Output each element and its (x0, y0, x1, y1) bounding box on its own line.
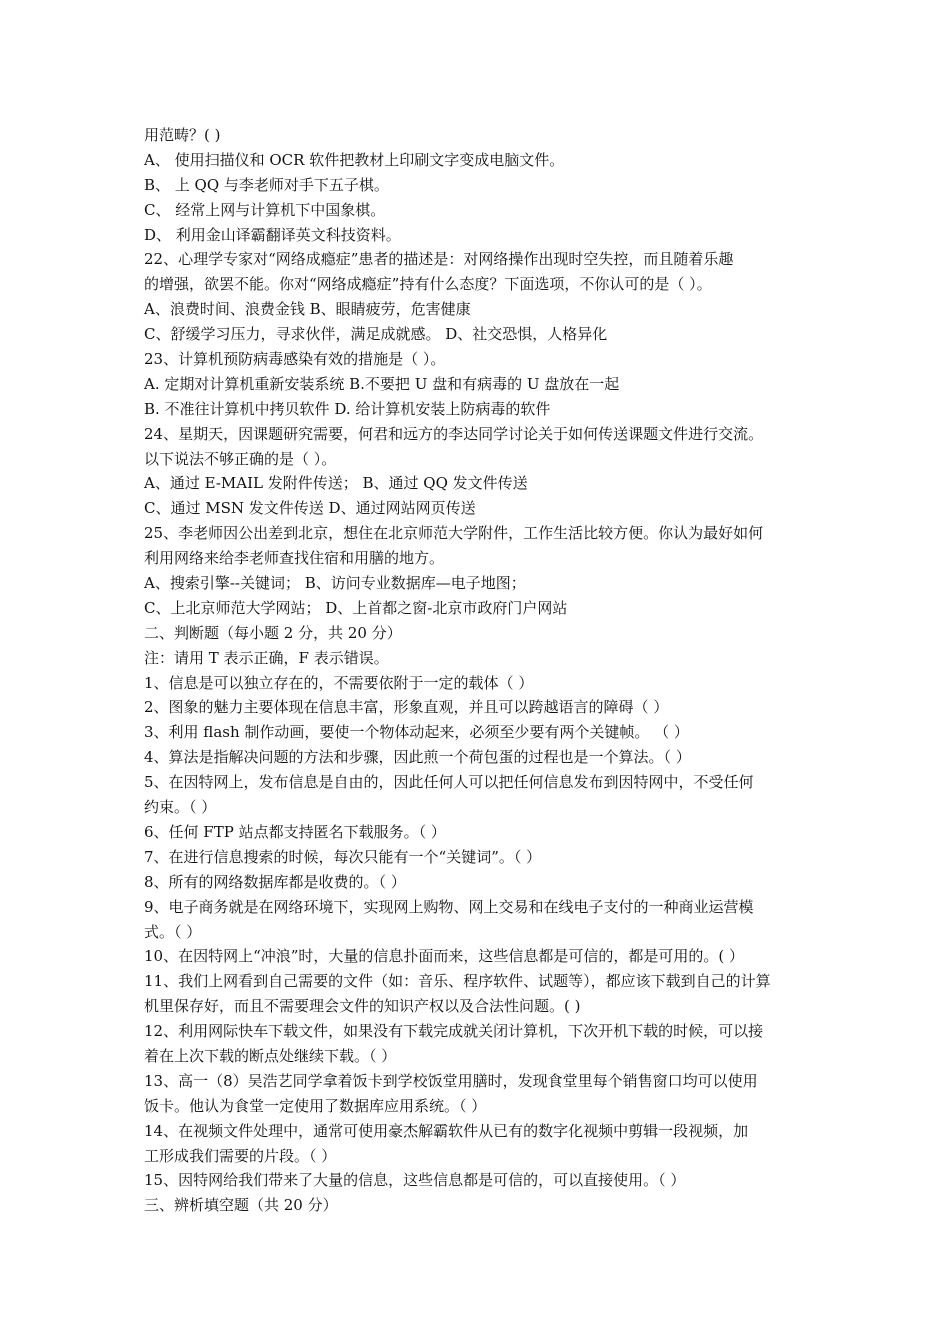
option-line: B. 不准往计算机中拷贝软件 D. 给计算机安装上防病毒的软件 (144, 399, 551, 418)
text-line: 工形成我们需要的片段。（ ） (144, 1146, 337, 1165)
option-line: B、 上 QQ 与李老师对手下五子棋。 (144, 175, 389, 194)
option-line: D、 利用金山译霸翻译英文科技资料。 (144, 225, 401, 244)
option-line: C、舒缓学习压力，寻求伙伴，满足成就感。 D、社交恐惧，人格异化 (144, 325, 608, 344)
judge-item: 9、电子商务就是在网络环境下，实现网上购物、网上交易和在线电子支付的一种商业运营模 (144, 897, 754, 916)
option-line: A. 定期对计算机重新安装系统 B.不要把 U 盘和有病毒的 U 盘放在一起 (144, 374, 620, 393)
judge-item: 5、在因特网上，发布信息是自由的，因此任何人可以把任何信息发布到因特网中，不受任何 (144, 773, 754, 792)
document-page (144, 123, 810, 1218)
option-line: C、上北京师范大学网站； D、上首都之窗-北京市政府门户网站 (144, 598, 568, 617)
section-heading: 三、辨析填空题（共 20 分） (144, 1196, 338, 1215)
note-line: 注：请用 T 表示正确，F 表示错误。 (144, 648, 389, 667)
text-line: 饭卡。他认为食堂一定使用了数据库应用系统。（ ） (144, 1096, 487, 1115)
option-line: A、浪费时间、浪费金钱 B、眼睛疲劳，危害健康 (144, 300, 471, 319)
option-line: C、 经常上网与计算机下中国象棋。 (144, 200, 386, 219)
question-24: 24、星期天，因课题研究需要，何君和远方的李达同学讨论关于如何传送课题文件进行交流。 (144, 424, 764, 443)
section-heading: 二、判断题（每小题 2 分，共 20 分） (144, 623, 402, 642)
judge-item: 3、利用 flash 制作动画，要使一个物体动起来，必须至少要有两个关键帧。 （ ） (144, 723, 689, 742)
question-22: 22、心理学专家对“网络成瘾症”患者的描述是：对网络操作出现时空失控，而且随着乐趣 (144, 250, 734, 269)
judge-item: 14、在视频文件处理中，通常可使用豪杰解霸软件从已有的数字化视频中剪辑一段视频，加 (144, 1121, 749, 1140)
judge-item: 4、算法是指解决问题的方法和步骤，因此煎一个荷包蛋的过程也是一个算法。（ ） (144, 748, 691, 767)
question-23: 23、计算机预防病毒感染有效的措施是（ ）。 (144, 350, 446, 369)
judge-item: 7、在进行信息搜索的时候，每次只能有一个“关键词”。（ ） (144, 847, 542, 866)
judge-item: 6、任何 FTP 站点都支持匿名下载服务。（ ） (144, 822, 446, 841)
option-line: A、通过 E-MAIL 发附件传送； B、通过 QQ 发文件传送 (144, 474, 528, 493)
judge-item: 1、信息是可以独立存在的，不需要依附于一定的载体（ ） (144, 673, 534, 692)
text-line: 着在上次下载的断点处继续下载。（ ） (144, 1046, 397, 1065)
option-line: A、搜索引擎--关键词； B、访问专业数据库—电子地图； (144, 574, 526, 593)
option-line: A、 使用扫描仪和 OCR 软件把教材上印刷文字变成电脑文件。 (144, 150, 565, 169)
judge-item: 12、利用网际快车下载文件，如果没有下载完成就关闭计算机，下次开机下载的时候，可以接 (144, 1022, 764, 1041)
judge-item: 15、因特网给我们带来了大量的信息，这些信息都是可信的，可以直接使用。（ ） (144, 1171, 686, 1190)
option-line: C、通过 MSN 发文件传送 D、通过网站网页传送 (144, 499, 476, 518)
text-line: 利用网络来给李老师查找住宿和用膳的地方。 (144, 549, 445, 568)
text-line: 的增强，欲罢不能。你对“网络成瘾症”持有什么态度？下面选项，不你认可的是（ ）。 (144, 275, 712, 294)
judge-item: 2、图象的魅力主要体现在信息丰富，形象直观，并且可以跨越语言的障碍（ ） (144, 698, 669, 717)
text-line: 机里保存好，而且不需要理会文件的知识产权以及合法性问题。( ) (144, 997, 581, 1016)
text-line: 用范畴？( ) (144, 126, 221, 144)
judge-item: 10、在因特网上“冲浪”时，大量的信息扑面而来，这些信息都是可信的，都是可用的。( ） (144, 947, 745, 966)
text-line: 以下说法不够正确的是（ ）。 (144, 449, 337, 468)
text-line: 式。（ ） (144, 922, 202, 941)
judge-item: 11、我们上网看到自己需要的文件（如：音乐、程序软件、试题等），都应该下载到自己的计算 (144, 972, 771, 991)
judge-item: 8、所有的网络数据库都是收费的。（ ） (144, 872, 406, 891)
judge-item: 13、高一（8）吴浩艺同学拿着饭卡到学校饭堂用膳时，发现食堂里每个销售窗口均可以使用 (144, 1071, 758, 1090)
text-line: 约束。（ ） (144, 798, 217, 817)
question-25: 25、李老师因公出差到北京，想住在北京师范大学附件，工作生活比较方便。你认为最好如何 (144, 524, 764, 543)
